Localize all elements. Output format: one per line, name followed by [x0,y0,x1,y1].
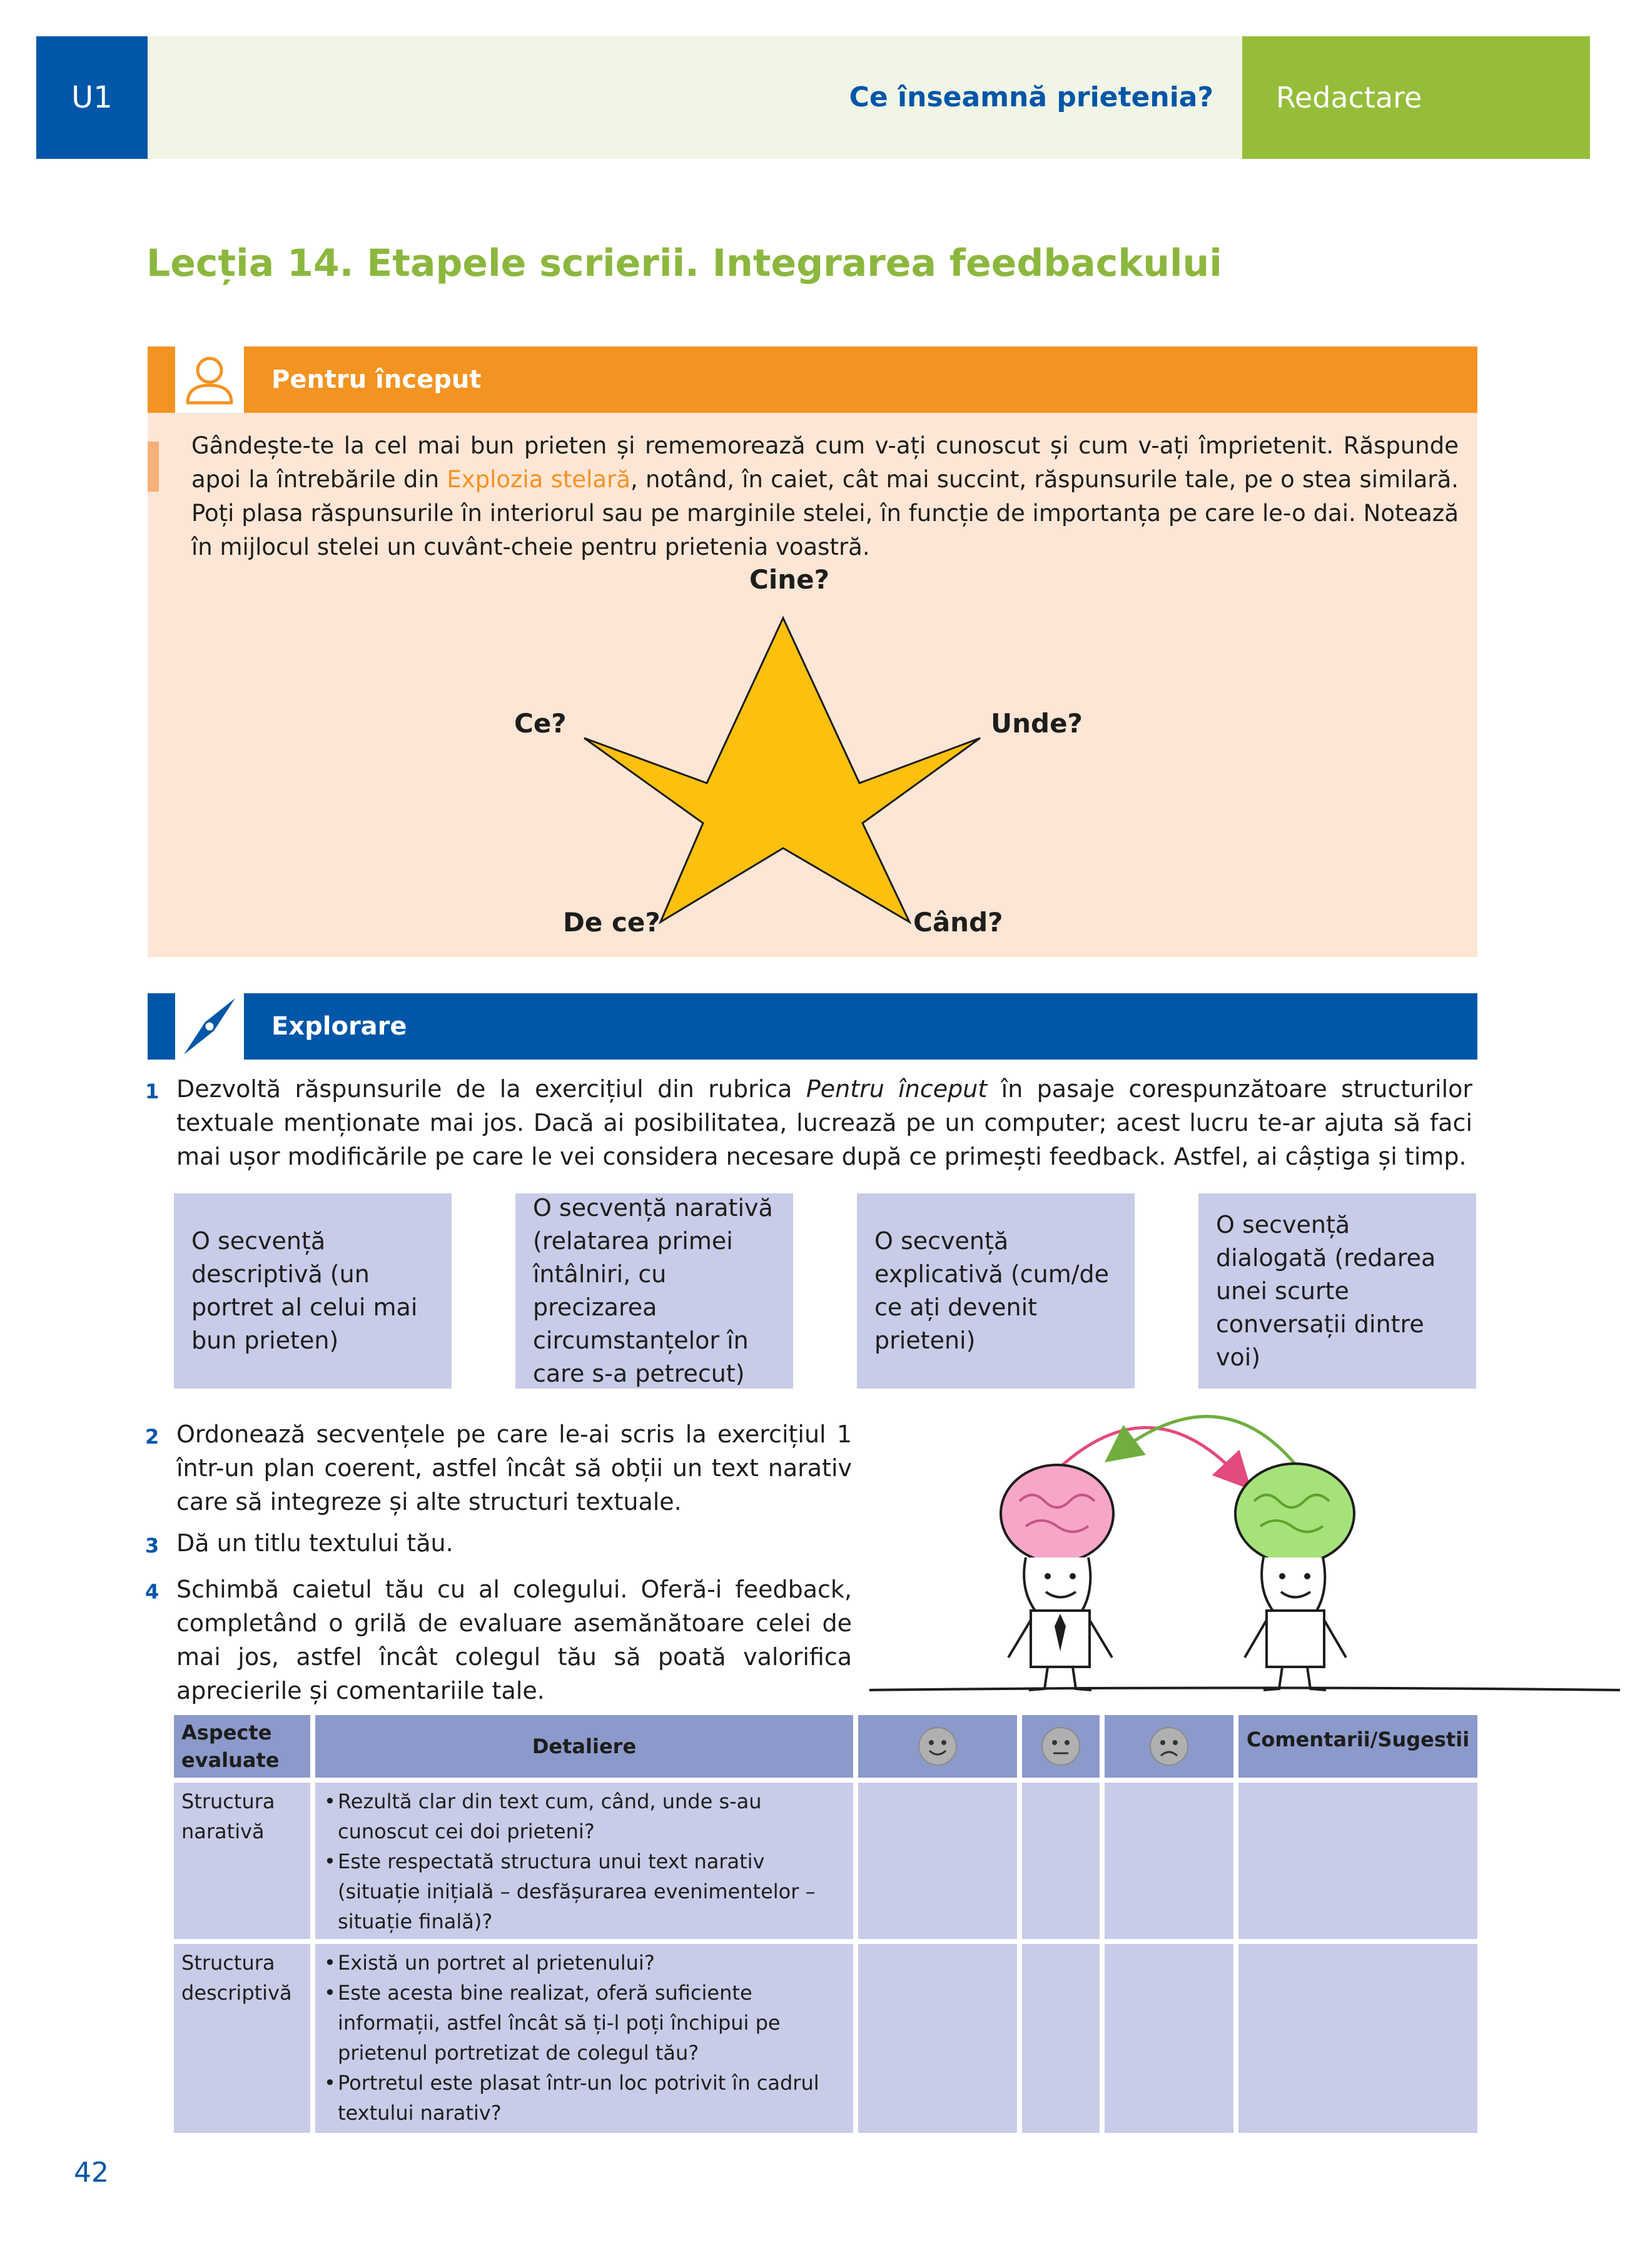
exercise-4-number: 4 [145,1580,159,1604]
card-descriptive-text: O secvență descriptivă (un portret al celui mai bun prieten) [191,1227,418,1354]
chapter-title: Ce înseamnă prietenia? [849,81,1213,113]
row2-happy-cell [858,1944,1017,2133]
th-neutral [1022,1715,1100,1778]
exercise-2-text: Ordonează secvențele pe care le-ai scris la exercițiul 1 într-un plan coerent, astfel încât să obții un text narativ care să integreze și alte structuri textuale. [176,1420,852,1516]
intro-text-1: Gândește-te la cel mai bun prieten și rememorează cum v-ați cunoscut și cum v-ați împrietenit. Răspunde apoi la întrebările din [191,432,1459,493]
star-label-bottom-right: Când? [913,907,1003,938]
ex1-text-1: Dezvoltă răspunsurile de la exercițiul din rubrica [176,1075,806,1103]
th-sad [1105,1715,1233,1778]
row2-bullet-3: • Portretul este plasat într-un loc potrivit în cadrul textului narativ? [324,2068,844,2128]
row1-detail [315,1783,853,1939]
card-explicative-text: O secvență explicativă (cum/de ce ați devenit prieteni) [874,1227,1110,1354]
card-narrative-text: O secvență narativă (relatarea primei întâlniri, cu precizarea circumstanțelor în care s-a petrecut) [533,1194,773,1387]
neutral-face-icon [1040,1726,1081,1767]
row1-aspect: Structura narativă [174,1783,310,1939]
th-happy [858,1715,1017,1778]
ex1-text-italic: Pentru început [806,1075,988,1103]
row1-sad-cell [1105,1783,1233,1939]
pentru-inceput-label: Pentru început [271,365,482,394]
row1-happy-cell [858,1783,1017,1939]
th-detail: Detaliere [315,1715,853,1778]
row2-comments-cell [1238,1944,1477,2133]
exercise-2-number: 2 [145,1425,159,1449]
star-label-left: Ce? [514,708,567,739]
row2-detail [315,1944,853,2133]
row2-neutral-cell [1022,1944,1100,2133]
row2-bullet-1: • Există un portret al prietenului? [324,1948,844,1978]
th-aspects: Aspecte evaluate [174,1715,310,1778]
ex1-text-2: în pasaje corespunzătoare structurilor textuale menționate mai jos. Dacă ai posibilitatea, lucrează pe un computer; acest lucru te-ar ajuta să faci mai ușor modificările pe care le vei considera necesare după ce primești feedback. Astfel, ai câștiga și timp. [176,1075,1473,1170]
star-label-bottom-left: De ce? [563,907,661,938]
row1-bullet-1: • Rezultă clar din text cum, când, unde s-au cunoscut cei doi prieteni? [324,1786,844,1846]
section-tab: Redactare [1242,36,1590,159]
intro-text-2: , notând, în caiet, cât mai succint, răspunsurile tale, pe o stea similară. Poți plasa răspunsurile în interiorul sau pe marginile stelei, în funcție de importanța pe care le-o dai. Notează în mijlocul stelei un cuvânt-cheie pentru prietenia voastră. [191,466,1459,560]
exercise-1-text [176,1072,1472,1173]
row1-comments-cell [1238,1783,1477,1939]
card-narrative [515,1193,793,1389]
star-shape [584,618,980,922]
star-label-right: Unde? [991,708,1083,739]
happy-face-icon [917,1726,958,1767]
exercise-3-number: 3 [145,1534,159,1557]
row2-sad-cell [1105,1944,1233,2133]
lesson-title: Lecția 14. Etapele scrierii. Integrarea feedbackului [146,241,1222,285]
th-comments: Comentarii/Sugestii [1238,1715,1477,1778]
row1-neutral-cell [1022,1783,1100,1939]
brain-exchange-illustration [869,1401,1625,1695]
intro-highlight: Explozia stelară [447,466,630,493]
page-number: 42 [74,2157,109,2189]
star-label-top: Cine? [749,564,829,595]
exercise-3-text: Dă un titlu textului tău. [176,1529,453,1557]
row2-bullet-2: • Este acesta bine realizat, oferă suficiente informații, astfel încât să ți-l poți închipui pe prietenul portretizat de colegul tău? [324,1978,844,2068]
sad-face-icon [1148,1726,1190,1767]
row2-aspect: Structura descriptivă [174,1944,310,2133]
exercise-4-text: Schimbă caietul tău cu al colegului. Oferă-i feedback, completând o grilă de evaluare asemănătoare celei de mai jos, astfel încât colegul tău să poată valorifica aprecierile și comentariile tale. [176,1576,852,1704]
card-dialog [1198,1193,1476,1389]
unit-badge: U1 [36,36,148,159]
card-dialog-text: O secvență dialogată (redarea unei scurte conversații dintre voi) [1216,1210,1436,1371]
explorare-label: Explorare [271,1012,407,1041]
exercise-1-number: 1 [145,1080,159,1103]
star-diagram [0,0,1625,1001]
card-explicative [857,1193,1135,1389]
compass-icon [175,993,244,1060]
card-descriptive [174,1193,452,1389]
row1-bullet-2: • Este respectată structura unui text narativ (situație inițială – desfășurarea evenimentelor – situație finală)? [324,1846,844,1936]
